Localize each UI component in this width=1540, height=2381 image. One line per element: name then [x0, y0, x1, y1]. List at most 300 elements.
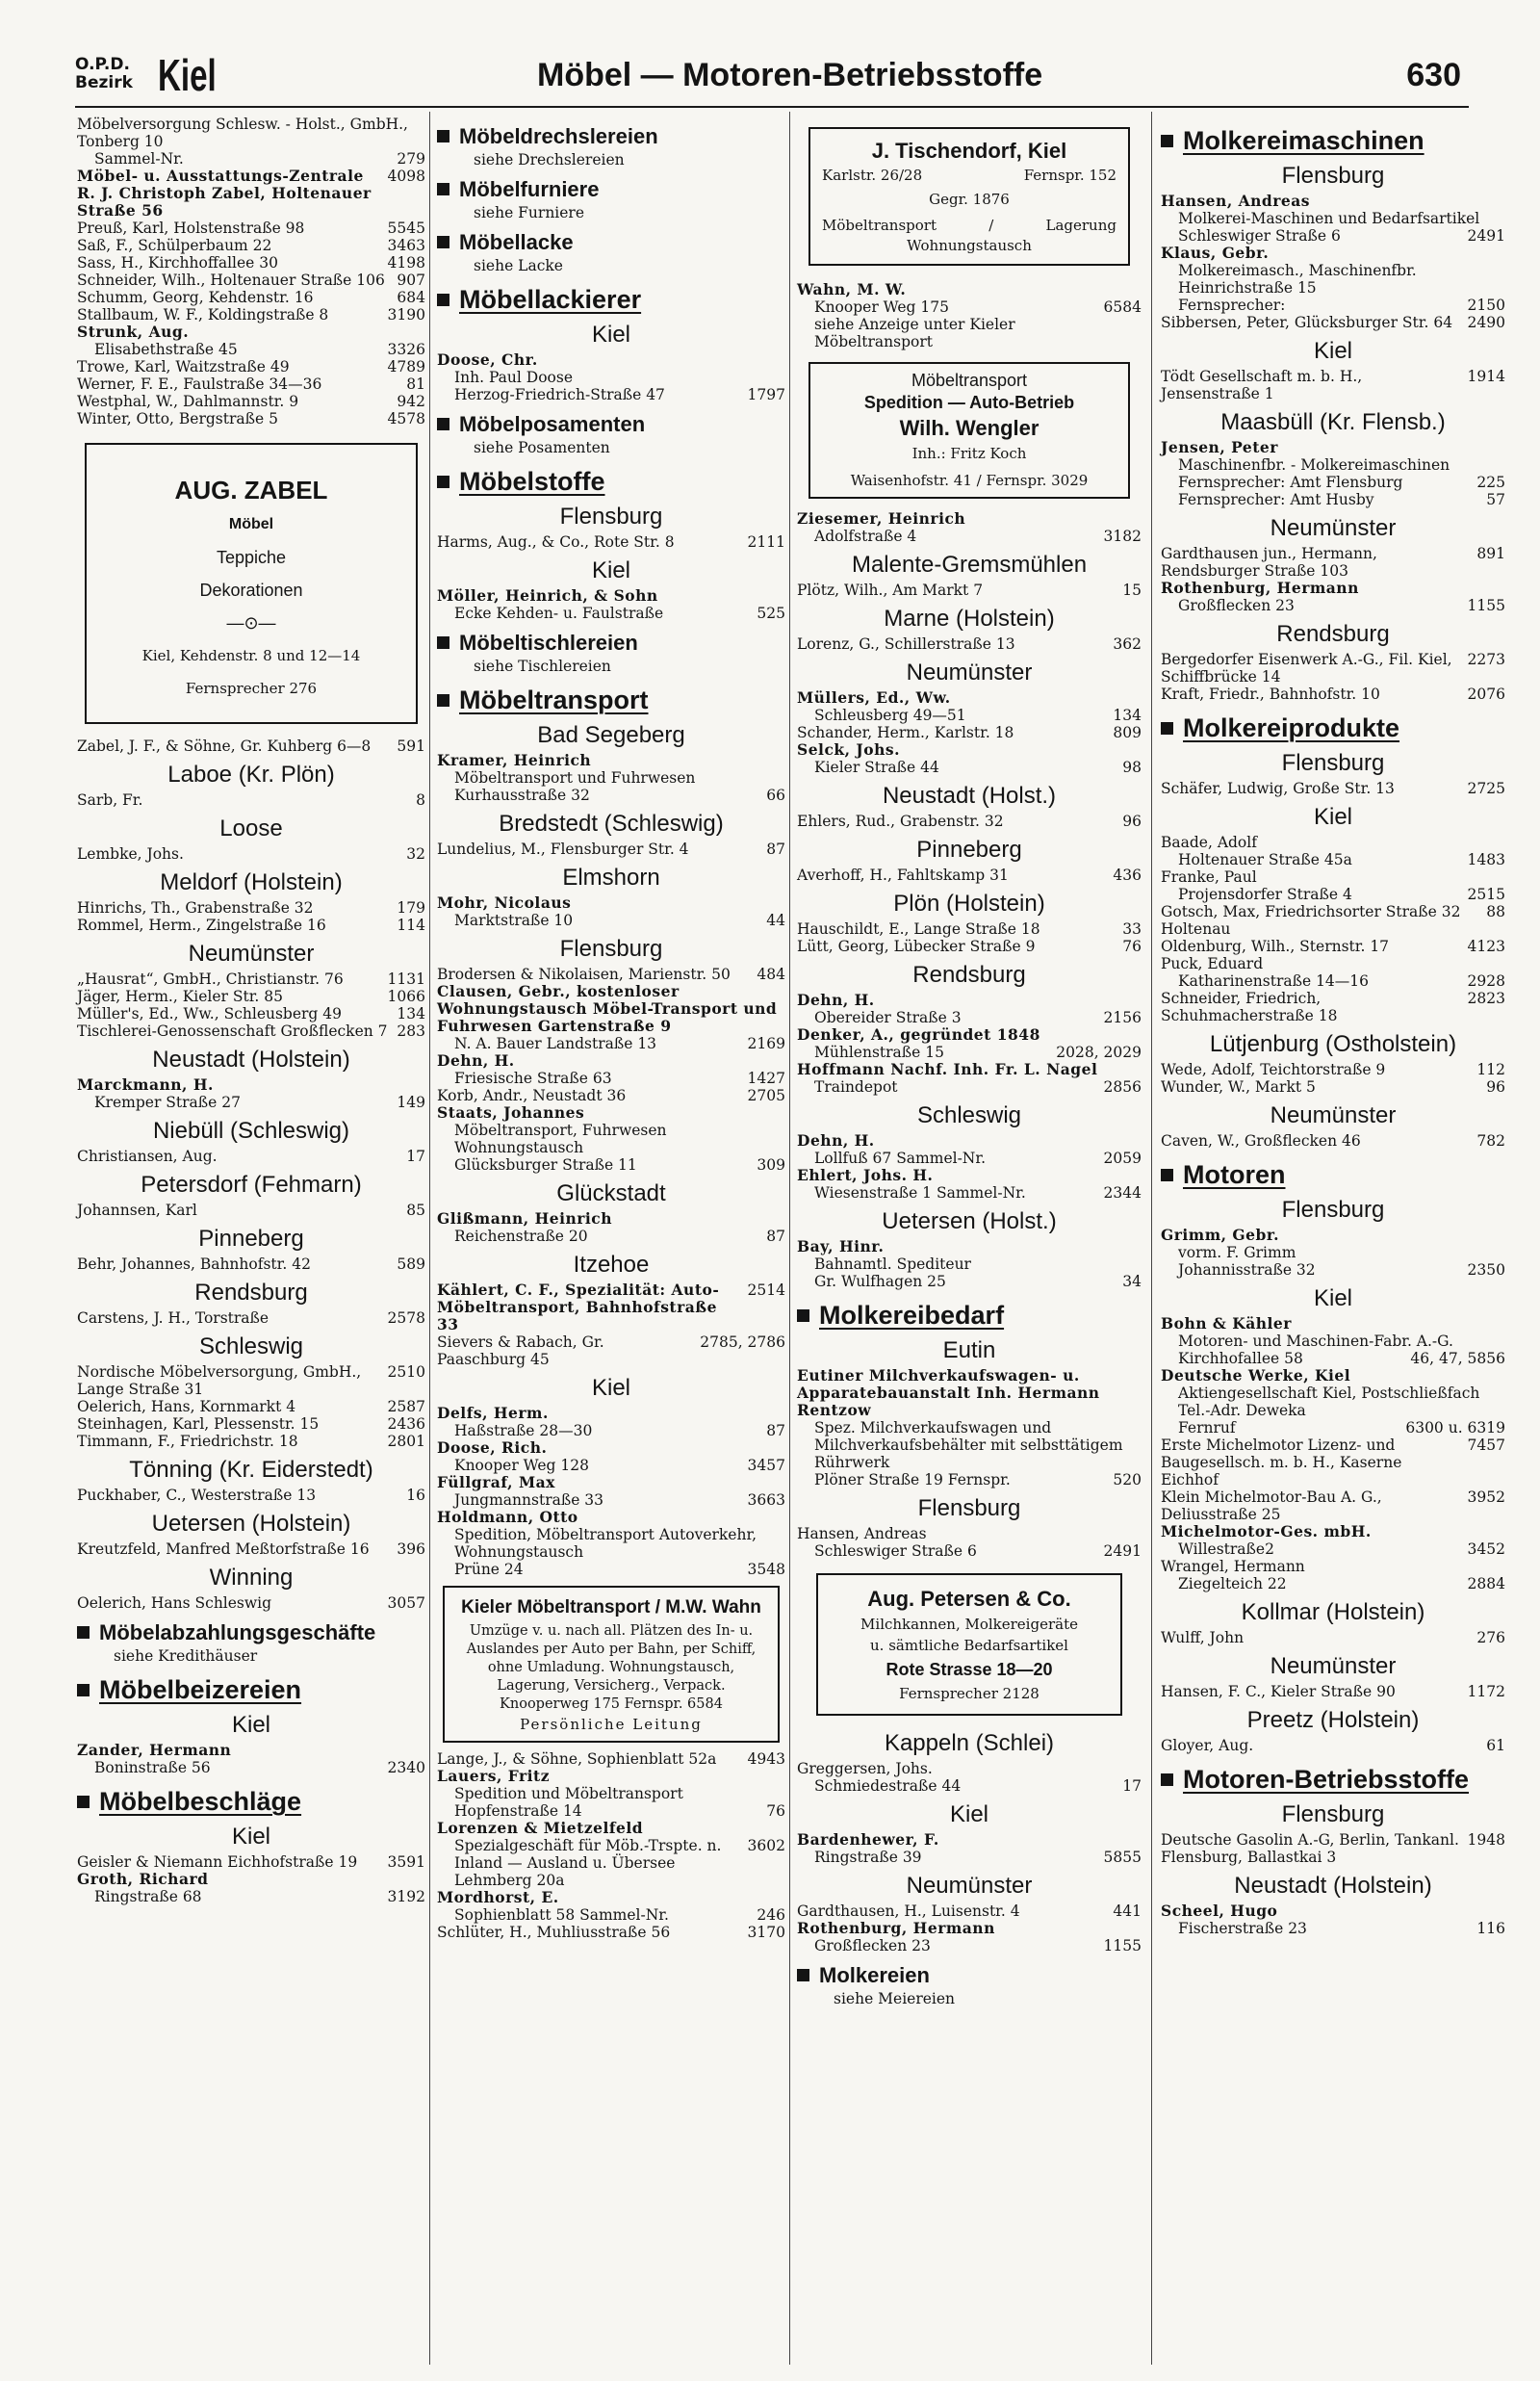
phone-number: 2856 — [1103, 1078, 1142, 1096]
listing-entry — [437, 1281, 785, 1333]
district-label: O.P.D. Bezirk — [75, 55, 133, 92]
listing-group — [437, 123, 785, 1578]
bullet-square-icon — [77, 1684, 90, 1696]
listing-entry — [1161, 834, 1505, 851]
page-number: 630 — [1406, 57, 1461, 93]
listing-name: Lorenz, G., Schillerstraße 13 — [797, 635, 1015, 653]
listing-name: Christiansen, Aug. — [77, 1148, 218, 1165]
listing-entry — [437, 769, 785, 787]
town-heading: Neustadt (Holstein) — [1234, 1873, 1432, 1899]
listing-entry — [77, 220, 425, 237]
listing-name: Eutiner Milchverkaufswagen- u. Apparatebauanstalt Inh. Hermann Rentzow — [797, 1366, 1100, 1419]
listing-name: Schlüter, H., Muhliusstraße 56 — [437, 1924, 671, 1941]
listing-name: Jungmannstraße 33 — [454, 1491, 604, 1509]
phone-number: 520 — [1113, 1471, 1142, 1488]
listing-entry — [797, 1367, 1142, 1419]
listing-name: Inh. Paul Doose — [454, 369, 574, 386]
listing-name: Gotsch, Max, Friedrichsorter Straße 32 Holtenau — [1161, 903, 1461, 938]
listing-entry — [77, 358, 425, 375]
listing-entry — [1161, 938, 1505, 955]
listing-name: Hansen, Andreas — [1161, 192, 1311, 210]
listing-name: Aktiengesellschaft Kiel, Postschließfach Tel.-Adr. Deweka — [1178, 1385, 1480, 1419]
category-label: Möbellacke — [459, 230, 574, 254]
phone-number: 2344 — [1103, 1184, 1142, 1202]
listing-name: Wede, Adolf, Teichtorstraße 9 — [1161, 1061, 1386, 1078]
listing-entry — [797, 1542, 1142, 1560]
listing-entry — [437, 912, 785, 929]
listing-name: Klaus, Gebr. — [1161, 244, 1270, 262]
listing-entry — [797, 1760, 1142, 1777]
listing-name: Kraft, Friedr., Bahnhofstr. 10 — [1161, 686, 1380, 703]
listing-entry — [1161, 1436, 1505, 1488]
listing-name: Sievers & Rabach, Gr. Paaschburg 45 — [437, 1333, 604, 1368]
listing-name: Kieler Straße 44 — [814, 759, 939, 776]
listing-entry — [797, 741, 1142, 759]
listing-name: Bay, Hinr. — [797, 1237, 885, 1255]
listing-name: Hauschildt, E., Lange Straße 18 — [797, 920, 1040, 938]
phone-number: 2491 — [1467, 227, 1505, 245]
listing-entry — [77, 254, 425, 272]
category-label: Möbellackierer — [459, 285, 642, 314]
category-heading — [797, 1962, 1142, 1988]
phone-number: 2801 — [387, 1433, 425, 1450]
listing-entry — [77, 289, 425, 306]
column-divider — [429, 112, 430, 2365]
listing-entry — [797, 510, 1142, 528]
phone-number: 81 — [406, 375, 425, 393]
listing-name: Schmiedestraße 44 — [814, 1777, 962, 1795]
listing-name: Saß, F., Schülperbaum 22 — [77, 237, 272, 254]
listing-name: Nordische Möbelversorgung, GmbH., Lange Straße 31 — [77, 1363, 362, 1398]
listing-entry — [797, 1044, 1142, 1061]
listing-entry — [1161, 1227, 1505, 1244]
ad-address: Kiel, Kehdenstr. 8 und 12—14 — [141, 647, 361, 664]
phone-number: 5545 — [387, 220, 425, 237]
listing-entry — [797, 992, 1142, 1009]
town-heading: Kollmar (Holstein) — [1241, 1599, 1425, 1625]
ad-founded: Gegr. 1876 — [929, 191, 1010, 208]
listing-name: Ringstraße 39 — [814, 1849, 922, 1866]
listing-entry — [797, 1849, 1142, 1866]
listing-entry — [1161, 903, 1505, 938]
listing-name: Averhoff, H., Fahltskamp 31 — [797, 867, 1009, 884]
listing-name: Kurhausstraße 32 — [454, 787, 590, 804]
listing-name: Scheel, Hugo — [1161, 1902, 1278, 1920]
phone-number: 7457 — [1467, 1436, 1505, 1454]
cross-reference: siehe Tischlereien — [474, 658, 611, 675]
listing-name: Korb, Andr., Neustadt 36 — [437, 1087, 627, 1104]
listing-name: Mohr, Nicolaus — [437, 893, 572, 912]
listing-name: Müller's, Ed., Ww., Schleusberg 49 — [77, 1005, 343, 1022]
listing-name: Schumm, Georg, Kehdenstr. 16 — [77, 289, 314, 306]
listing-entry — [77, 116, 425, 150]
listing-name: Behr, Johannes, Bahnhofstr. 42 — [77, 1255, 311, 1273]
listing-entry — [77, 1094, 425, 1111]
category-label: Möbelbeizereien — [99, 1675, 302, 1704]
listing-name: Holdmann, Otto — [437, 1508, 578, 1526]
listing-entry — [1161, 314, 1505, 331]
town-heading: Preetz (Holstein) — [1246, 1707, 1420, 1733]
listing-entry — [1161, 597, 1505, 614]
phone-number: 309 — [757, 1156, 785, 1174]
phone-number: 134 — [397, 1005, 425, 1022]
phone-number: 2340 — [387, 1759, 425, 1776]
phone-number: 1483 — [1467, 851, 1505, 868]
listing-name: „Hausrat“, GmbH., Christianstr. 76 — [77, 971, 344, 988]
listing-name: Prüne 24 — [454, 1561, 524, 1578]
listing-name: Lorenzen & Mietzelfeld — [437, 1819, 644, 1837]
phone-number: 2350 — [1467, 1261, 1505, 1279]
phone-number: 5855 — [1103, 1849, 1142, 1866]
district-city: Kiel — [158, 50, 217, 100]
town-heading: Rendsburg — [194, 1280, 308, 1306]
listing-entry — [797, 1920, 1142, 1937]
town-heading: Schleswig — [916, 1102, 1022, 1128]
listing-entry — [437, 1785, 785, 1802]
listing-name: Zabel, J. F., & Söhne, Gr. Kuhberg 6—8 — [77, 738, 372, 755]
listing-entry — [1161, 262, 1505, 297]
ad-body: Umzüge v. u. nach all. Plätzen des In- u. Auslandes per Auto per Bahn, per Schiff, ohne Umladung. Wohnungstausch, Lagerung, Versicherg., Verpack. Knooperweg 175 Fernspr. 6584 — [466, 1623, 757, 1712]
page-header — [75, 50, 1469, 106]
listing-entry — [77, 375, 425, 393]
phone-number: 3952 — [1467, 1488, 1505, 1506]
town-heading: Flensburg — [917, 1495, 1021, 1521]
listing-name: Carstens, J. H., Torstraße — [77, 1309, 270, 1327]
listing-name: Möbelversorgung Schlesw. - Holst., GmbH., Tonberg 10 — [77, 116, 408, 150]
town-heading: Neumünster — [1270, 1102, 1397, 1128]
phone-number: 1066 — [387, 988, 425, 1005]
listing-entry — [797, 689, 1142, 707]
listing-name: Puck, Eduard — [1161, 955, 1264, 972]
listing-name: Molkereimasch., Maschinenfbr. Heinrichstraße 15 — [1178, 262, 1417, 297]
listing-entry — [797, 1902, 1142, 1920]
phone-number: 46, 47, 5856 — [1410, 1350, 1505, 1367]
column-4 — [1161, 116, 1505, 1937]
phone-number: 396 — [397, 1540, 425, 1558]
town-heading: Neumünster — [1270, 1653, 1397, 1679]
cross-reference: siehe Lacke — [474, 257, 563, 274]
town-heading: Flensburg — [1281, 1801, 1385, 1827]
ad-name: Kieler Möbeltransport / M.W. Wahn — [461, 1597, 761, 1618]
town-heading: Bad Segeberg — [537, 722, 685, 748]
listing-name: Ringstraße 68 — [94, 1888, 202, 1905]
listing-entry — [1161, 1902, 1505, 1920]
town-heading: Neustadt (Holstein) — [152, 1047, 350, 1073]
phone-number: 96 — [1122, 813, 1142, 830]
listing-entry — [1161, 297, 1505, 314]
phone-number: 684 — [397, 289, 425, 306]
phone-number: 6300 u. 6319 — [1405, 1419, 1505, 1436]
listing-name: Grimm, Gebr. — [1161, 1226, 1279, 1244]
listing-name: Deutsche Gasolin A.-G, Berlin, Tankanl. Flensburg, Ballastkai 3 — [1161, 1831, 1459, 1866]
phone-number: 441 — [1113, 1902, 1142, 1920]
town-heading: Laboe (Kr. Plön) — [167, 762, 335, 788]
listing-entry — [797, 1132, 1142, 1150]
phone-number: 61 — [1486, 1737, 1505, 1754]
phone-number: 4123 — [1467, 938, 1505, 955]
category-label: Möbeldrechslereien — [459, 124, 658, 148]
listing-entry — [797, 1419, 1142, 1471]
listing-entry — [437, 1802, 785, 1820]
listing-entry — [437, 1228, 785, 1245]
listing-name: Spedition, Möbeltransport Autoverkehr, Wohnungstausch — [454, 1526, 757, 1561]
listing-name: Jensen, Peter — [1161, 438, 1278, 456]
listing-name: Möbeltransport und Fuhrwesen — [454, 769, 696, 787]
listing-entry — [797, 1255, 1142, 1273]
listing-name: Bergedorfer Eisenwerk A.-G., Fil. Kiel, Schiffbrücke 14 — [1161, 651, 1452, 686]
listing-name: Doose, Rich. — [437, 1438, 548, 1457]
phone-number: 3182 — [1103, 528, 1142, 545]
listing-name: Dehn, H. — [437, 1051, 515, 1070]
bullet-square-icon — [1161, 1169, 1173, 1181]
category-label: Möbelabzahlungsgeschäfte — [99, 1620, 376, 1644]
listing-name: Michelmotor-Ges. mbH. — [1161, 1522, 1372, 1540]
listing-name: Lauers, Fritz — [437, 1767, 551, 1785]
listing-group — [437, 1750, 785, 1941]
listing-name: Caven, W., Großflecken 46 — [1161, 1132, 1361, 1150]
listing-name: Fischerstraße 23 — [1178, 1920, 1307, 1937]
town-heading: Loose — [219, 815, 283, 841]
listing-entry — [797, 920, 1142, 938]
listing-entry — [77, 1148, 425, 1165]
town-heading: Tönning (Kr. Eiderstedt) — [129, 1457, 373, 1483]
listing-entry — [797, 1273, 1142, 1290]
phone-number: 32 — [406, 845, 425, 863]
phone-number: 2436 — [387, 1415, 425, 1433]
column-1 — [77, 116, 425, 1905]
listing-entry — [77, 1255, 425, 1273]
listing-entry — [437, 587, 785, 605]
category-heading — [1161, 1764, 1505, 1795]
phone-number: 76 — [1122, 938, 1142, 955]
listing-entry — [797, 1831, 1142, 1849]
listing-name: Staats, Johannes — [437, 1103, 585, 1122]
listing-name: Deutsche Werke, Kiel — [1161, 1366, 1351, 1385]
cross-reference: siehe Kredithäuser — [114, 1647, 258, 1665]
listing-entry — [1161, 686, 1505, 703]
category-heading — [797, 1300, 1142, 1331]
town-heading: Flensburg — [559, 936, 663, 962]
cross-reference: siehe Furniere — [474, 204, 585, 221]
listing-entry — [77, 150, 425, 168]
bullet-square-icon — [437, 130, 449, 142]
listing-name: Möbel- u. Ausstattungs-Zentrale R. J. Christoph Zabel, Holtenauer Straße 56 — [77, 167, 372, 220]
listing-entry — [437, 966, 785, 983]
listing-name: Knooper Weg 128 — [454, 1457, 589, 1474]
page-title: Möbel — Motoren-Betriebsstoffe — [537, 57, 1043, 93]
phone-number: 3192 — [387, 1888, 425, 1905]
listing-entry — [1161, 1629, 1505, 1646]
category-heading — [1161, 712, 1505, 743]
listing-entry — [797, 1238, 1142, 1255]
phone-number: 88 — [1486, 903, 1505, 920]
listing-name: Lütt, Georg, Lübecker Straße 9 — [797, 938, 1036, 955]
cross-reference: siehe Posamenten — [474, 439, 610, 456]
listing-name: Zander, Hermann — [77, 1741, 232, 1759]
phone-number: 1155 — [1467, 597, 1505, 614]
category-label: Molkereiprodukte — [1183, 713, 1400, 742]
listing-name: Tödt Gesellschaft m. b. H., Jensenstraße 1 — [1161, 368, 1363, 402]
listing-entry — [77, 272, 425, 289]
phone-number: 33 — [1122, 920, 1142, 938]
cross-reference: siehe Drechslereien — [474, 151, 625, 168]
listing-entry — [77, 410, 425, 427]
category-label: Möbelposamenten — [459, 412, 646, 436]
listing-entry — [1161, 1315, 1505, 1333]
listing-name: Klein Michelmotor-Bau A. G., Deliusstraße 25 — [1161, 1488, 1382, 1523]
listing-entry — [797, 582, 1142, 599]
category-heading — [437, 284, 785, 315]
town-heading: Neumünster — [906, 660, 1033, 686]
listing-entry — [1161, 1920, 1505, 1937]
category-heading — [77, 1786, 425, 1817]
town-heading: Marne (Holstein) — [884, 606, 1055, 632]
listing-entry — [797, 867, 1142, 884]
listing-name: Lundelius, M., Flensburger Str. 4 — [437, 841, 689, 858]
phone-number: 3190 — [387, 306, 425, 324]
town-heading: Lütjenburg (Ostholstein) — [1209, 1031, 1457, 1057]
listing-entry — [1161, 1540, 1505, 1558]
listing-name: Steinhagen, Karl, Plessenstr. 15 — [77, 1415, 320, 1433]
listing-entry — [437, 1924, 785, 1941]
town-heading: Elmshorn — [562, 865, 660, 891]
town-heading: Malente-Gremsmühlen — [851, 552, 1088, 578]
listing-entry — [1161, 1367, 1505, 1385]
listing-name: Haßstraße 28—30 — [454, 1422, 593, 1439]
listing-name: Sarb, Fr. — [77, 791, 143, 809]
listing-name: Werner, F. E., Faulstraße 34—36 — [77, 375, 322, 393]
listing-name: Hinrichs, Th., Grabenstraße 32 — [77, 899, 314, 917]
listing-entry — [797, 1184, 1142, 1202]
listing-name: Strunk, Aug. — [77, 323, 190, 341]
ad-line: u. sämtliche Bedarfsartikel — [870, 1637, 1068, 1654]
listing-entry — [1161, 1385, 1505, 1419]
listing-name: Wulff, John — [1161, 1629, 1245, 1646]
listing-entry — [797, 316, 1142, 350]
phone-number: 17 — [1122, 1777, 1142, 1795]
listing-entry — [77, 988, 425, 1005]
listing-name: Baade, Adolf — [1161, 834, 1257, 851]
listing-name: Großflecken 23 — [814, 1937, 931, 1954]
town-heading: Itzehoe — [573, 1252, 650, 1278]
listing-name: Motoren- und Maschinen-Fabr. A.-G. — [1178, 1333, 1453, 1350]
phone-number: 2823 — [1467, 990, 1505, 1007]
phone-number: 17 — [406, 1148, 425, 1165]
phone-number: 809 — [1113, 724, 1142, 741]
listing-entry — [1161, 1737, 1505, 1754]
listing-name: Fernsprecher: Amt Flensburg — [1178, 474, 1403, 491]
bullet-square-icon — [437, 476, 449, 488]
listing-name: Selck, Johs. — [797, 740, 900, 759]
town-heading: Rendsburg — [912, 962, 1026, 988]
listing-entry — [77, 1759, 425, 1776]
listing-entry — [437, 1750, 785, 1768]
phone-number: 4943 — [747, 1750, 785, 1768]
ad-line: Teppiche — [216, 548, 287, 567]
town-heading: Uetersen (Holstein) — [151, 1511, 351, 1537]
column-divider — [789, 112, 790, 2365]
listing-entry — [1161, 1488, 1505, 1523]
listing-entry — [437, 1052, 785, 1070]
listing-name: Brodersen & Nikolaisen, Marienstr. 50 — [437, 966, 731, 983]
town-heading: Kiel — [231, 1712, 271, 1738]
listing-entry — [437, 787, 785, 804]
listing-entry — [77, 1888, 425, 1905]
listing-name: Ziegelteich 22 — [1178, 1575, 1287, 1592]
listing-name: Dehn, H. — [797, 1131, 875, 1150]
bullet-square-icon — [437, 418, 449, 430]
listing-entry — [77, 1005, 425, 1022]
bullet-square-icon — [437, 183, 449, 195]
listing-entry — [437, 1889, 785, 1906]
listing-entry — [77, 1415, 425, 1433]
phone-number: 2785, 2786 — [700, 1333, 785, 1351]
listing-entry — [77, 791, 425, 809]
listing-name: Ziesemer, Heinrich — [797, 509, 966, 528]
ad-phone: Fernsprecher 2128 — [899, 1685, 1040, 1702]
listing-entry — [77, 1022, 425, 1040]
phone-number: 276 — [1476, 1629, 1505, 1646]
listing-entry — [1161, 955, 1505, 972]
phone-number: 246 — [757, 1906, 785, 1924]
phone-number: 907 — [397, 272, 425, 289]
phone-number: 2028, 2029 — [1056, 1044, 1142, 1061]
category-heading — [437, 123, 785, 149]
listing-entry — [437, 351, 785, 369]
listing-name: Sophienblatt 58 Sammel-Nr. — [454, 1906, 669, 1924]
listing-entry — [437, 1526, 785, 1561]
column-2 — [437, 116, 785, 1941]
phone-number: 134 — [1113, 707, 1142, 724]
listing-entry — [437, 1070, 785, 1087]
phone-number: 44 — [766, 912, 785, 929]
listing-name: Delfs, Herm. — [437, 1404, 549, 1422]
listing-name: Gardthausen jun., Hermann, Rendsburger Straße 103 — [1161, 545, 1377, 580]
town-heading: Neumünster — [1270, 515, 1397, 541]
listing-entry — [1161, 990, 1505, 1024]
listing-entry — [1161, 368, 1505, 402]
town-heading: Neumünster — [188, 941, 315, 967]
listing-entry — [1161, 1558, 1505, 1575]
phone-number: 279 — [397, 150, 425, 168]
town-heading: Meldorf (Holstein) — [160, 869, 343, 895]
listing-entry — [1161, 1078, 1505, 1096]
listing-name: Johannisstraße 32 — [1178, 1261, 1316, 1279]
ad-aug-zabel — [85, 443, 418, 724]
listing-name: Adolfstraße 4 — [814, 528, 917, 545]
listing-entry — [77, 1309, 425, 1327]
town-heading: Flensburg — [1281, 163, 1385, 189]
listing-name: Kramer, Heinrich — [437, 751, 592, 769]
town-heading: Flensburg — [1281, 750, 1385, 776]
listing-name: Sibbersen, Peter, Glücksburger Str. 64 — [1161, 314, 1453, 331]
phone-number: 2273 — [1467, 651, 1505, 668]
listing-name: Kählert, C. F., Spezialität: Auto-Möbeltransport, Bahnhofstraße 33 — [437, 1281, 720, 1333]
listing-entry — [797, 528, 1142, 545]
listing-name: Fernruf — [1178, 1419, 1236, 1436]
listing-name: Lollfuß 67 Sammel-Nr. — [814, 1150, 987, 1167]
listing-entry — [1161, 474, 1505, 491]
listing-name: Gardthausen, H., Luisenstr. 4 — [797, 1902, 1020, 1920]
phone-number: 149 — [397, 1094, 425, 1111]
bullet-square-icon — [1161, 1773, 1173, 1786]
listing-entry — [1161, 868, 1505, 886]
listing-name: Preuß, Karl, Holstenstraße 98 — [77, 220, 305, 237]
listing-name: Projensdorfer Straße 4 — [1178, 886, 1352, 903]
listing-name: Lange, J., & Söhne, Sophienblatt 52a — [437, 1750, 717, 1768]
listing-entry — [77, 237, 425, 254]
phone-number: 3548 — [747, 1561, 785, 1578]
